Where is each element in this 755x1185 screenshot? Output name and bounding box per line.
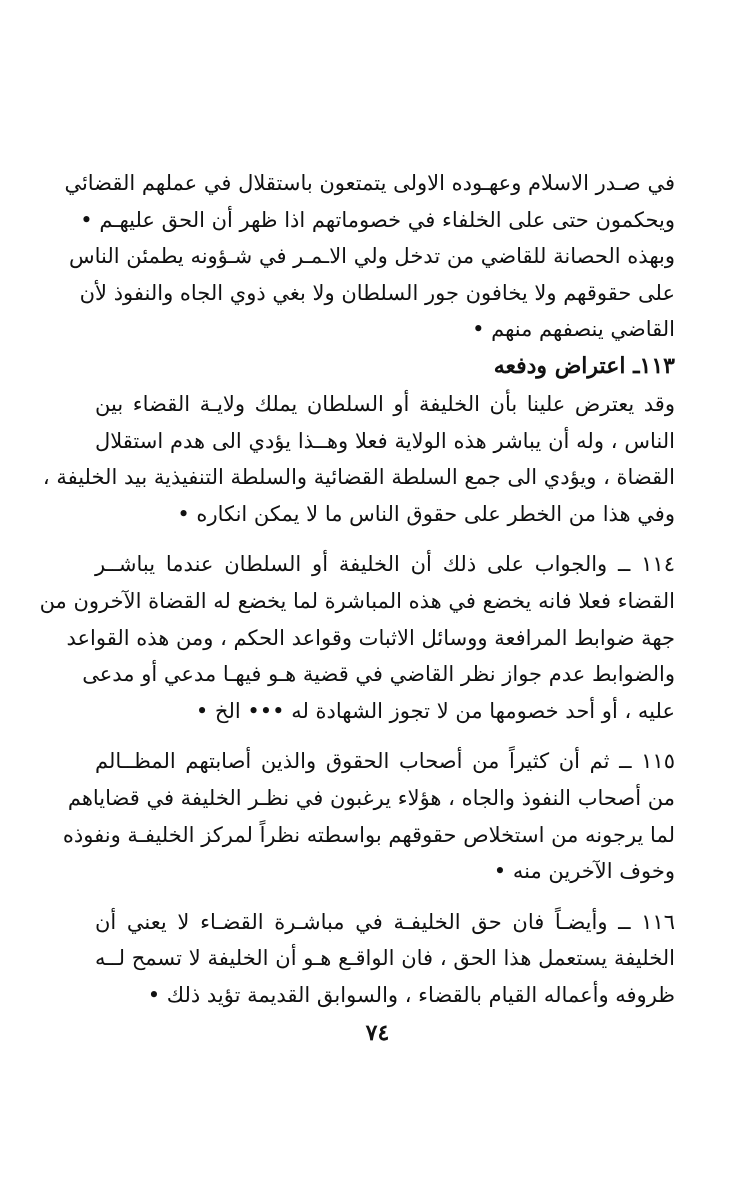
text-line: وفي هذا من الخطر على حقوق الناس ما لا يمكن انكاره • <box>177 501 675 526</box>
text-line: ١١٤ ــ والجواب على ذلك أن الخليفة أو السلطان عندما يباشــر <box>95 552 675 577</box>
text-line: وقد يعترض علينا بأن الخليفة أو السلطان يملك ولايـة القضاء بين <box>95 391 675 416</box>
section-114-paragraph <box>39 546 675 729</box>
section-115-paragraph <box>62 743 675 889</box>
text-line: ظروفه وأعماله القيام بالقضاء ، والسوابق القديمة تؤيد ذلك • <box>147 982 675 1007</box>
section-113-paragraph <box>42 386 675 532</box>
text-line: ويحكمون حتى على الخلفاء في خصوماتهم اذا ظهر أن الحق عليهـم • <box>80 207 675 232</box>
text-line: ١١٥ ــ ثم أن كثيراً من أصحاب الحقوق والذين أصابتهم المظــالم <box>95 749 675 774</box>
text-line: القضاة ، ويؤدي الى جمع السلطة القضائية والسلطة التنفيذية بيد الخليفة ، <box>42 465 675 490</box>
text-line: وخوف الآخرين منه • <box>493 859 675 884</box>
text-line: والضوابط عدم جواز نظر القاضي في قضية هـو فيهـا مدعي أو مدعى <box>82 662 675 687</box>
page-body <box>39 165 675 1013</box>
section-116-paragraph <box>95 904 675 1014</box>
text-line: الخليفة يستعمل هذا الحق ، فان الواقـع هـو أن الخليفة لا تسمح لــه <box>95 946 675 971</box>
intro-paragraph <box>64 165 675 348</box>
text-line: وبهذه الحصانة للقاضي من تدخل ولي الاـمـر في شـؤونه يطمئن الناس <box>68 244 675 269</box>
text-line: في صـدر الاسلام وعهـوده الاولى يتمتعون باستقلال في عملهم القضائي <box>64 171 675 195</box>
page-number: ٧٤ <box>365 1020 390 1046</box>
text-line: القاضي ينصفهم منهم • <box>472 317 675 342</box>
text-line: الناس ، وله أن يباشر هذه الولاية فعلا وهــذا يؤدي الى هدم استقلال <box>95 428 675 453</box>
text-line: جهة ضوابط المرافعة ووسائل الاثبات وقواعد الحكم ، ومن هذه القواعد <box>66 625 675 650</box>
text-line: على حقوقهم ولا يخافون جور السلطان ولا بغي ذوي الجاه والنفوذ لأن <box>79 280 675 305</box>
paragraph-gap <box>95 890 675 904</box>
text-line: عليه ، أو أحد خصومها من لا تجوز الشهادة له ••• الخ • <box>195 698 675 723</box>
paragraph-gap <box>95 729 675 743</box>
text-line: من أصحاب النفوذ والجاه ، هؤلاء يرغبون في نظـر الخليفة في قضاياهم <box>67 785 675 810</box>
text-line: ١١٦ ــ وأيضـاً فان حق الخليفـة في مباشـرة القضـاء لا يعني أن <box>95 909 675 934</box>
text-line: لما يرجونه من استخلاص حقوقهم بواسطته نظراً لمركز الخليفـة ونفوذه <box>62 822 675 847</box>
paragraph-gap <box>95 532 675 546</box>
text-line: القضاء فعلا فانه يخضع في هذه المباشرة لما يخضع له القضاة الآخرون من <box>39 588 675 613</box>
section-heading: ١١٣ـ اعتراض ودفعه <box>493 352 675 379</box>
